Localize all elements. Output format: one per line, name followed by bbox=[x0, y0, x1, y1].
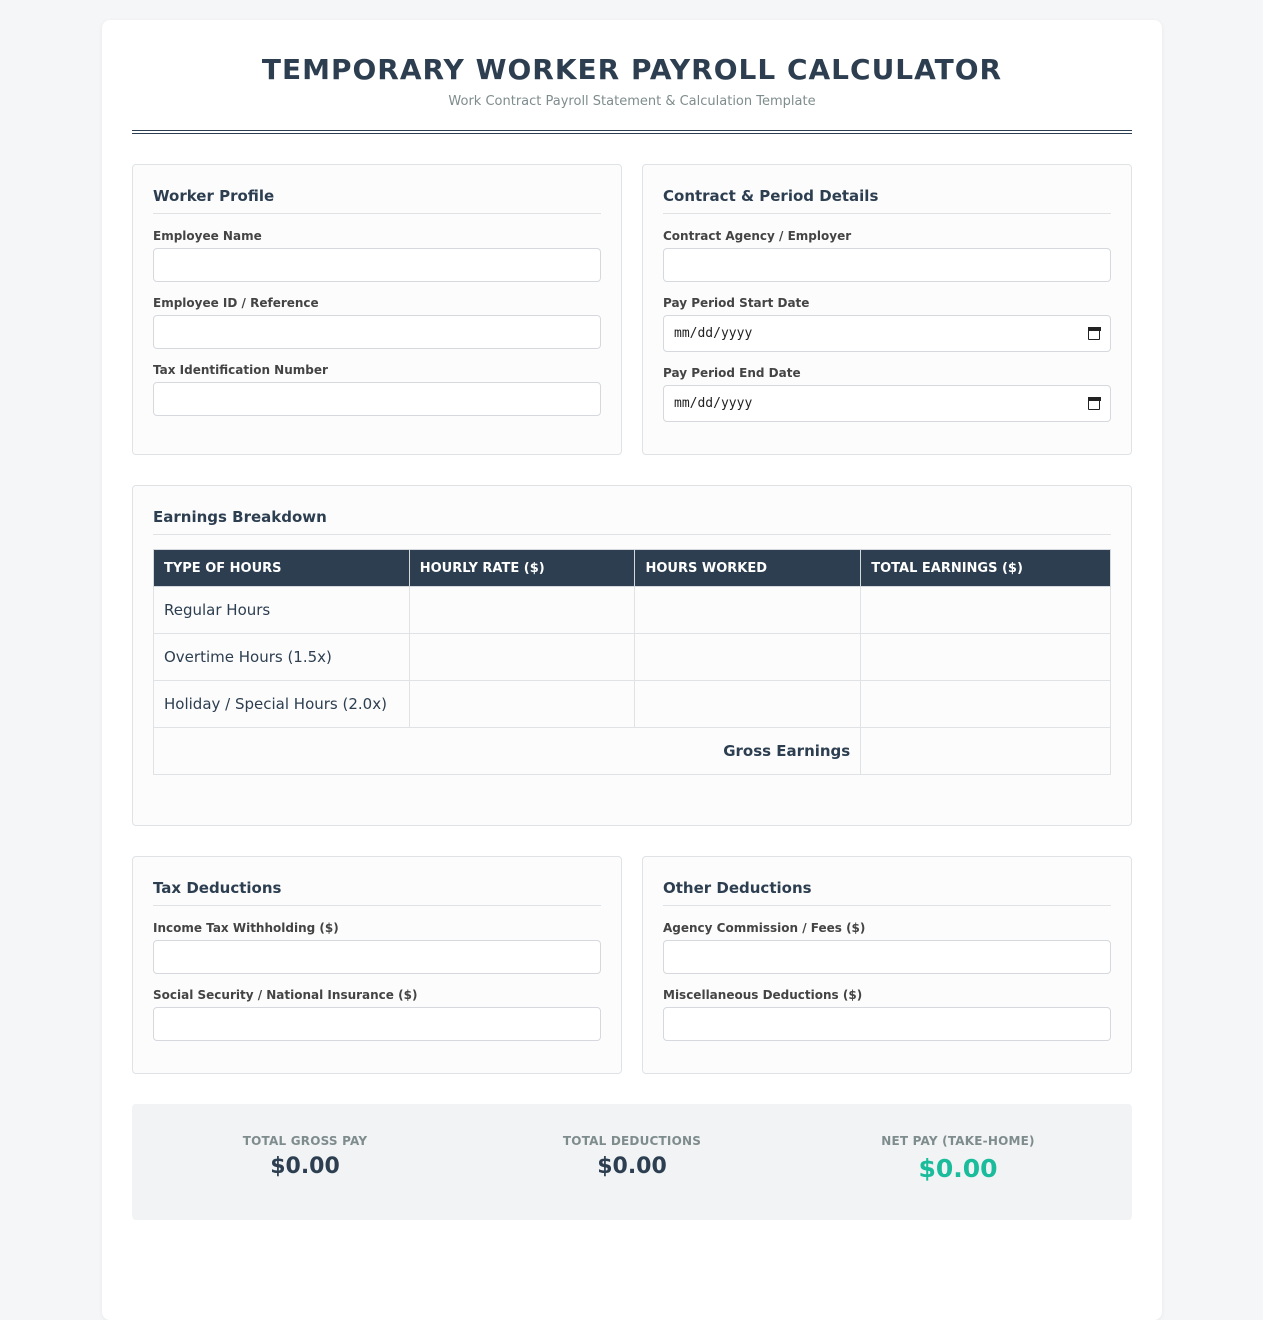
worker-profile-title: Worker Profile bbox=[153, 185, 601, 214]
gross-earnings-value bbox=[861, 728, 1111, 775]
contract-details-title: Contract & Period Details bbox=[663, 185, 1111, 214]
col-hours-worked: HOURS WORKED bbox=[635, 550, 861, 587]
payroll-page bbox=[102, 20, 1162, 1320]
earnings-title: Earnings Breakdown bbox=[153, 506, 1111, 535]
agency-label: Contract Agency / Employer bbox=[663, 229, 852, 243]
period-end-date-input[interactable] bbox=[663, 385, 1111, 422]
total-earnings-cell bbox=[861, 587, 1111, 634]
hours-worked-cell[interactable] bbox=[635, 587, 861, 634]
header-divider bbox=[132, 130, 1132, 134]
hourly-rate-cell[interactable] bbox=[409, 681, 635, 728]
tax-deductions-card bbox=[132, 856, 622, 1074]
employee-name-label: Employee Name bbox=[153, 229, 262, 243]
hours-worked-cell[interactable] bbox=[635, 681, 861, 728]
table-row bbox=[154, 681, 1111, 728]
social-security-input[interactable] bbox=[153, 1007, 601, 1041]
tax-id-label: Tax Identification Number bbox=[153, 363, 328, 377]
tax-id-input[interactable] bbox=[153, 382, 601, 416]
col-hourly-rate: HOURLY RATE ($) bbox=[409, 550, 635, 587]
income-tax-input[interactable] bbox=[153, 940, 601, 974]
worker-profile-card bbox=[132, 164, 622, 455]
period-start-date-input[interactable] bbox=[663, 315, 1111, 352]
calendar-icon[interactable] bbox=[1088, 328, 1100, 340]
period-end-placeholder: mm/dd/yyyy bbox=[674, 396, 753, 411]
page-title: TEMPORARY WORKER PAYROLL CALCULATOR bbox=[261, 53, 1003, 86]
total-gross-pay-label: TOTAL GROSS PAY bbox=[242, 1134, 368, 1148]
table-row bbox=[154, 587, 1111, 634]
total-deductions bbox=[502, 1134, 762, 1179]
net-pay bbox=[828, 1134, 1088, 1183]
other-deductions-title: Other Deductions bbox=[663, 877, 1111, 906]
employee-id-label: Employee ID / Reference bbox=[153, 296, 319, 310]
misc-deductions-input[interactable] bbox=[663, 1007, 1111, 1041]
employee-name-input[interactable] bbox=[153, 248, 601, 282]
hourly-rate-cell[interactable] bbox=[409, 634, 635, 681]
income-tax-label: Income Tax Withholding ($) bbox=[153, 921, 339, 935]
period-start-placeholder: mm/dd/yyyy bbox=[674, 326, 753, 341]
total-gross-pay bbox=[175, 1134, 435, 1179]
social-security-label: Social Security / National Insurance ($) bbox=[153, 988, 418, 1002]
total-earnings-cell bbox=[861, 634, 1111, 681]
tax-deductions-title: Tax Deductions bbox=[153, 877, 601, 906]
pay-summary bbox=[132, 1104, 1132, 1220]
agency-commission-input[interactable] bbox=[663, 940, 1111, 974]
other-deductions-card bbox=[642, 856, 1132, 1074]
contract-details-card bbox=[642, 164, 1132, 455]
page-header bbox=[102, 20, 1162, 109]
misc-deductions-label: Miscellaneous Deductions ($) bbox=[663, 988, 863, 1002]
calendar-icon[interactable] bbox=[1088, 398, 1100, 410]
period-start-label: Pay Period Start Date bbox=[663, 296, 810, 310]
gross-earnings-row bbox=[154, 728, 1111, 775]
earnings-header-row bbox=[154, 550, 1111, 587]
net-pay-value: $0.00 bbox=[918, 1154, 998, 1183]
hourly-rate-cell[interactable] bbox=[409, 587, 635, 634]
employee-id-input[interactable] bbox=[153, 315, 601, 349]
earnings-card bbox=[132, 485, 1132, 826]
page-subtitle: Work Contract Payroll Statement & Calculation Template bbox=[448, 94, 816, 109]
row-type-label: Holiday / Special Hours (2.0x) bbox=[154, 681, 410, 728]
row-type-label: Regular Hours bbox=[154, 587, 410, 634]
net-pay-label: NET PAY (TAKE-HOME) bbox=[881, 1134, 1035, 1148]
hours-worked-cell[interactable] bbox=[635, 634, 861, 681]
col-total-earnings: TOTAL EARNINGS ($) bbox=[861, 550, 1111, 587]
gross-earnings-label: Gross Earnings bbox=[154, 728, 861, 775]
total-deductions-label: TOTAL DEDUCTIONS bbox=[562, 1134, 702, 1148]
earnings-table bbox=[153, 549, 1111, 775]
total-deductions-value: $0.00 bbox=[597, 1154, 667, 1179]
agency-input[interactable] bbox=[663, 248, 1111, 282]
agency-commission-label: Agency Commission / Fees ($) bbox=[663, 921, 866, 935]
table-row bbox=[154, 634, 1111, 681]
col-type-of-hours: TYPE OF HOURS bbox=[154, 550, 410, 587]
row-type-label: Overtime Hours (1.5x) bbox=[154, 634, 410, 681]
period-end-label: Pay Period End Date bbox=[663, 366, 801, 380]
total-gross-pay-value: $0.00 bbox=[270, 1154, 340, 1179]
total-earnings-cell bbox=[861, 681, 1111, 728]
